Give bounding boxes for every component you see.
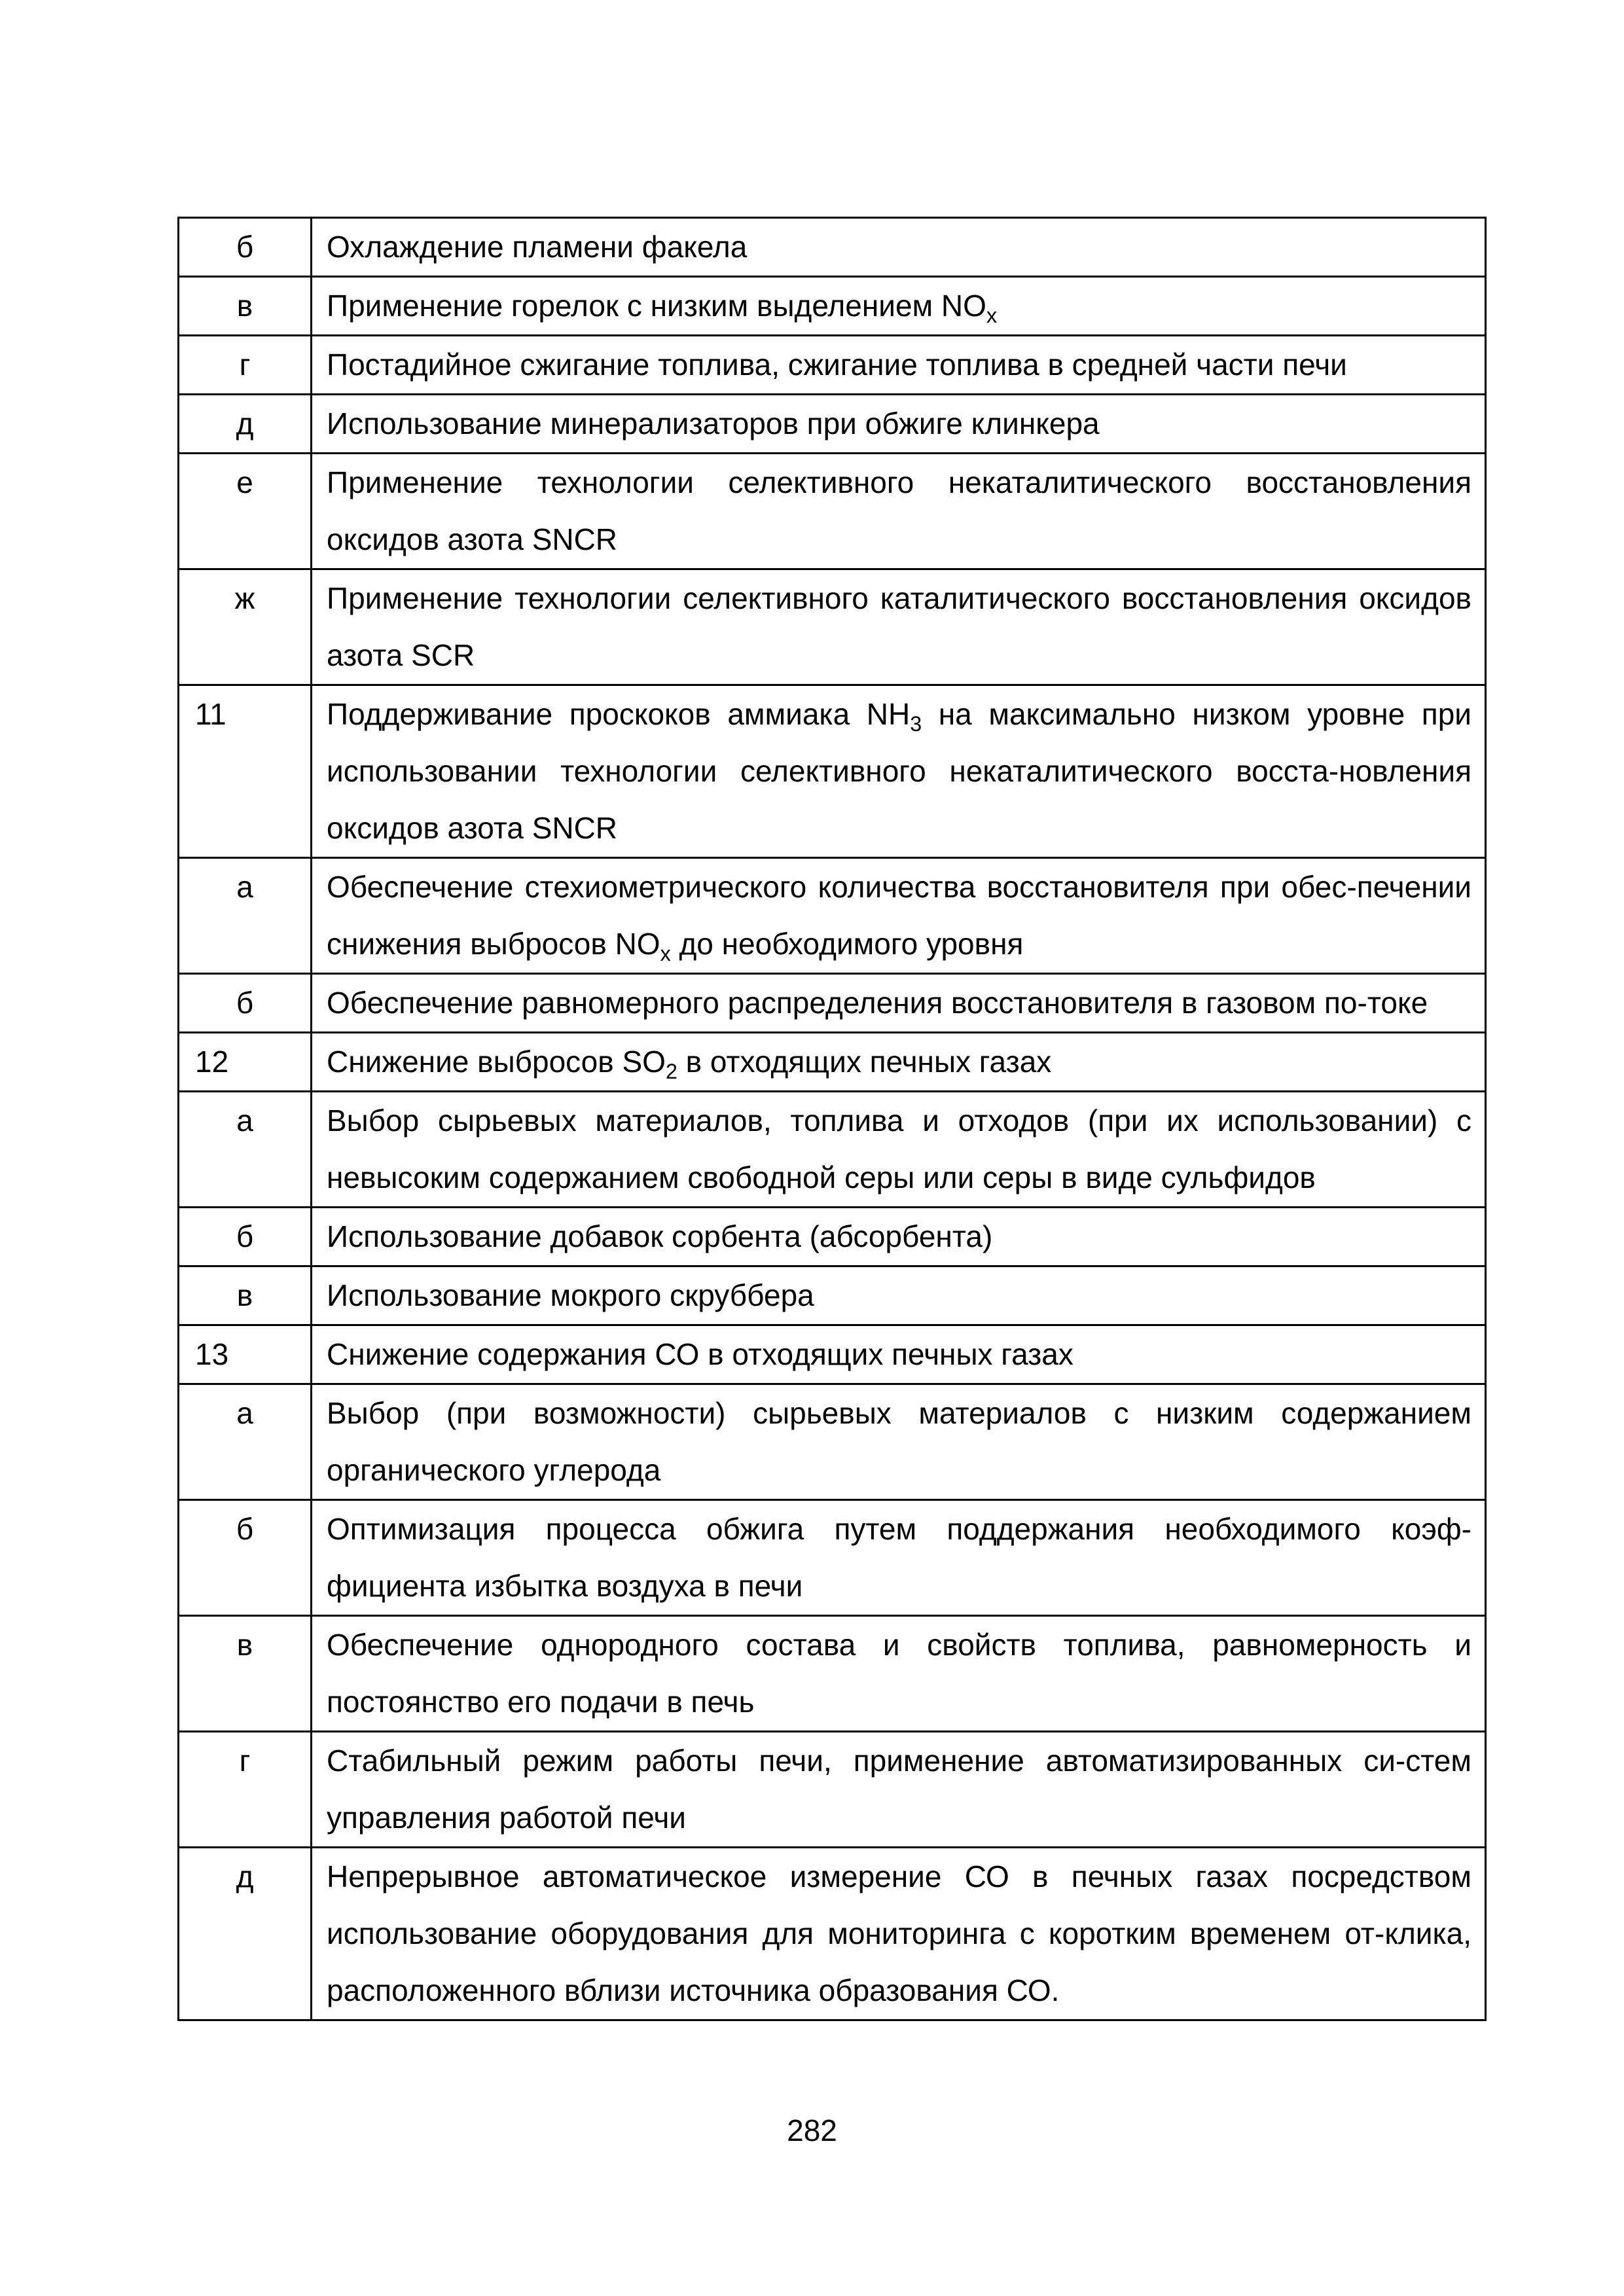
item-number: 11 <box>179 685 312 858</box>
item-text <box>312 454 1486 569</box>
table-row <box>179 1500 1486 1616</box>
table-row <box>179 395 1486 454</box>
item-text-main: Снижение содержания СО в отходящих печных газах <box>327 1337 1074 1371</box>
item-text <box>312 1732 1486 1848</box>
item-text <box>312 858 1486 974</box>
table-row <box>179 974 1486 1033</box>
table-row <box>179 1092 1486 1208</box>
item-text <box>312 1092 1486 1208</box>
subscript: 3 <box>910 712 922 736</box>
item-text-main: Использование минерализаторов при обжиге клинкера <box>327 406 1100 440</box>
table-row <box>179 218 1486 277</box>
item-text-main: Использование мокрого скруббера <box>327 1278 814 1312</box>
subscript: x <box>986 304 998 328</box>
item-text <box>312 1033 1486 1092</box>
item-text-main: Выбор (при возможности) сырьевых материалов с низким содержанием органического углерода <box>327 1396 1471 1487</box>
measures-table <box>177 217 1487 2021</box>
item-text-after: в отходящих печных газах <box>677 1045 1052 1079</box>
item-number: г <box>179 336 312 395</box>
table-body <box>179 218 1486 2020</box>
item-number: б <box>179 1500 312 1616</box>
item-text-main: Постадийное сжигание топлива, сжигание топлива в средней части печи <box>327 348 1347 382</box>
item-number: д <box>179 1848 312 2020</box>
item-text <box>312 218 1486 277</box>
item-text <box>312 1325 1486 1384</box>
item-text <box>312 1616 1486 1732</box>
item-number: б <box>179 974 312 1033</box>
table-row <box>179 569 1486 685</box>
table-row <box>179 336 1486 395</box>
item-number: г <box>179 1732 312 1848</box>
item-text-after: до необходимого уровня <box>670 927 1024 961</box>
item-text <box>312 395 1486 454</box>
page-number: 282 <box>787 2113 837 2147</box>
item-number: а <box>179 1384 312 1500</box>
item-text-main: Поддерживание проскоков аммиака NH <box>327 697 911 731</box>
item-text-after: на максимально низком уровне при использовании технологии селективного некаталитического восста-новления оксидов азота SNCR <box>327 697 1471 845</box>
item-text-main: Обеспечение однородного состава и свойств топлива, равномерность и постоянство его подачи в печь <box>327 1628 1471 1719</box>
item-text-main: Стабильный режим работы печи, применение автоматизированных си-стем управления работой печи <box>327 1744 1471 1835</box>
table-row <box>179 1325 1486 1384</box>
item-number: ж <box>179 569 312 685</box>
item-text-main: Охлаждение пламени факела <box>327 230 748 264</box>
item-number: 13 <box>179 1325 312 1384</box>
item-number: в <box>179 1266 312 1325</box>
item-text-main: Обеспечение стехиометрического количества восстановителя при обес-печении снижения выбросов NO <box>327 870 1471 961</box>
item-number: б <box>179 1208 312 1266</box>
table-row <box>179 454 1486 569</box>
item-text-main: Оптимизация процесса обжига путем поддержания необходимого коэф-фициента избытка воздуха в печи <box>327 1512 1471 1603</box>
table-row <box>179 1732 1486 1848</box>
table-row <box>179 685 1486 858</box>
subscript: x <box>660 942 671 966</box>
item-text <box>312 1500 1486 1616</box>
item-text <box>312 1384 1486 1500</box>
item-number: 12 <box>179 1033 312 1092</box>
item-text <box>312 336 1486 395</box>
item-text-main: Использование добавок сорбента (абсорбента) <box>327 1219 993 1253</box>
item-number: д <box>179 395 312 454</box>
item-text-main: Применение технологии селективного некаталитического восстановления оксидов азота SNCR <box>327 465 1471 556</box>
item-text-main: Снижение выбросов SO <box>327 1045 666 1079</box>
item-text-main: Применение горелок с низким выделением NO <box>327 289 986 323</box>
item-number: в <box>179 1616 312 1732</box>
table-row <box>179 858 1486 974</box>
item-text <box>312 1266 1486 1325</box>
item-text <box>312 974 1486 1033</box>
item-number: в <box>179 277 312 336</box>
table-row <box>179 277 1486 336</box>
item-text <box>312 1208 1486 1266</box>
subscript: 2 <box>665 1060 677 1084</box>
item-text-main: Обеспечение равномерного распределения восстановителя в газовом по-токе <box>327 986 1428 1020</box>
table-row <box>179 1616 1486 1732</box>
item-text-main: Применение технологии селективного каталитического восстановления оксидов азота SCR <box>327 581 1471 672</box>
item-text <box>312 569 1486 685</box>
item-text <box>312 277 1486 336</box>
table-row <box>179 1384 1486 1500</box>
item-text <box>312 685 1486 858</box>
item-number: б <box>179 218 312 277</box>
item-text-main: Непрерывное автоматическое измерение СО в печных газах посредством использование оборудования для мониторинга с коротким временем от-клика, расположенного вблизи источника образования СО. <box>327 1859 1471 2007</box>
item-number: а <box>179 1092 312 1208</box>
table-row <box>179 1033 1486 1092</box>
item-number: е <box>179 454 312 569</box>
table-row <box>179 1266 1486 1325</box>
item-text-main: Выбор сырьевых материалов, топлива и отходов (при их использовании) с невысоким содержанием свободной серы или серы в виде сульфидов <box>327 1103 1471 1194</box>
item-text <box>312 1848 1486 2020</box>
item-number: а <box>179 858 312 974</box>
table-row <box>179 1208 1486 1266</box>
table-row <box>179 1848 1486 2020</box>
